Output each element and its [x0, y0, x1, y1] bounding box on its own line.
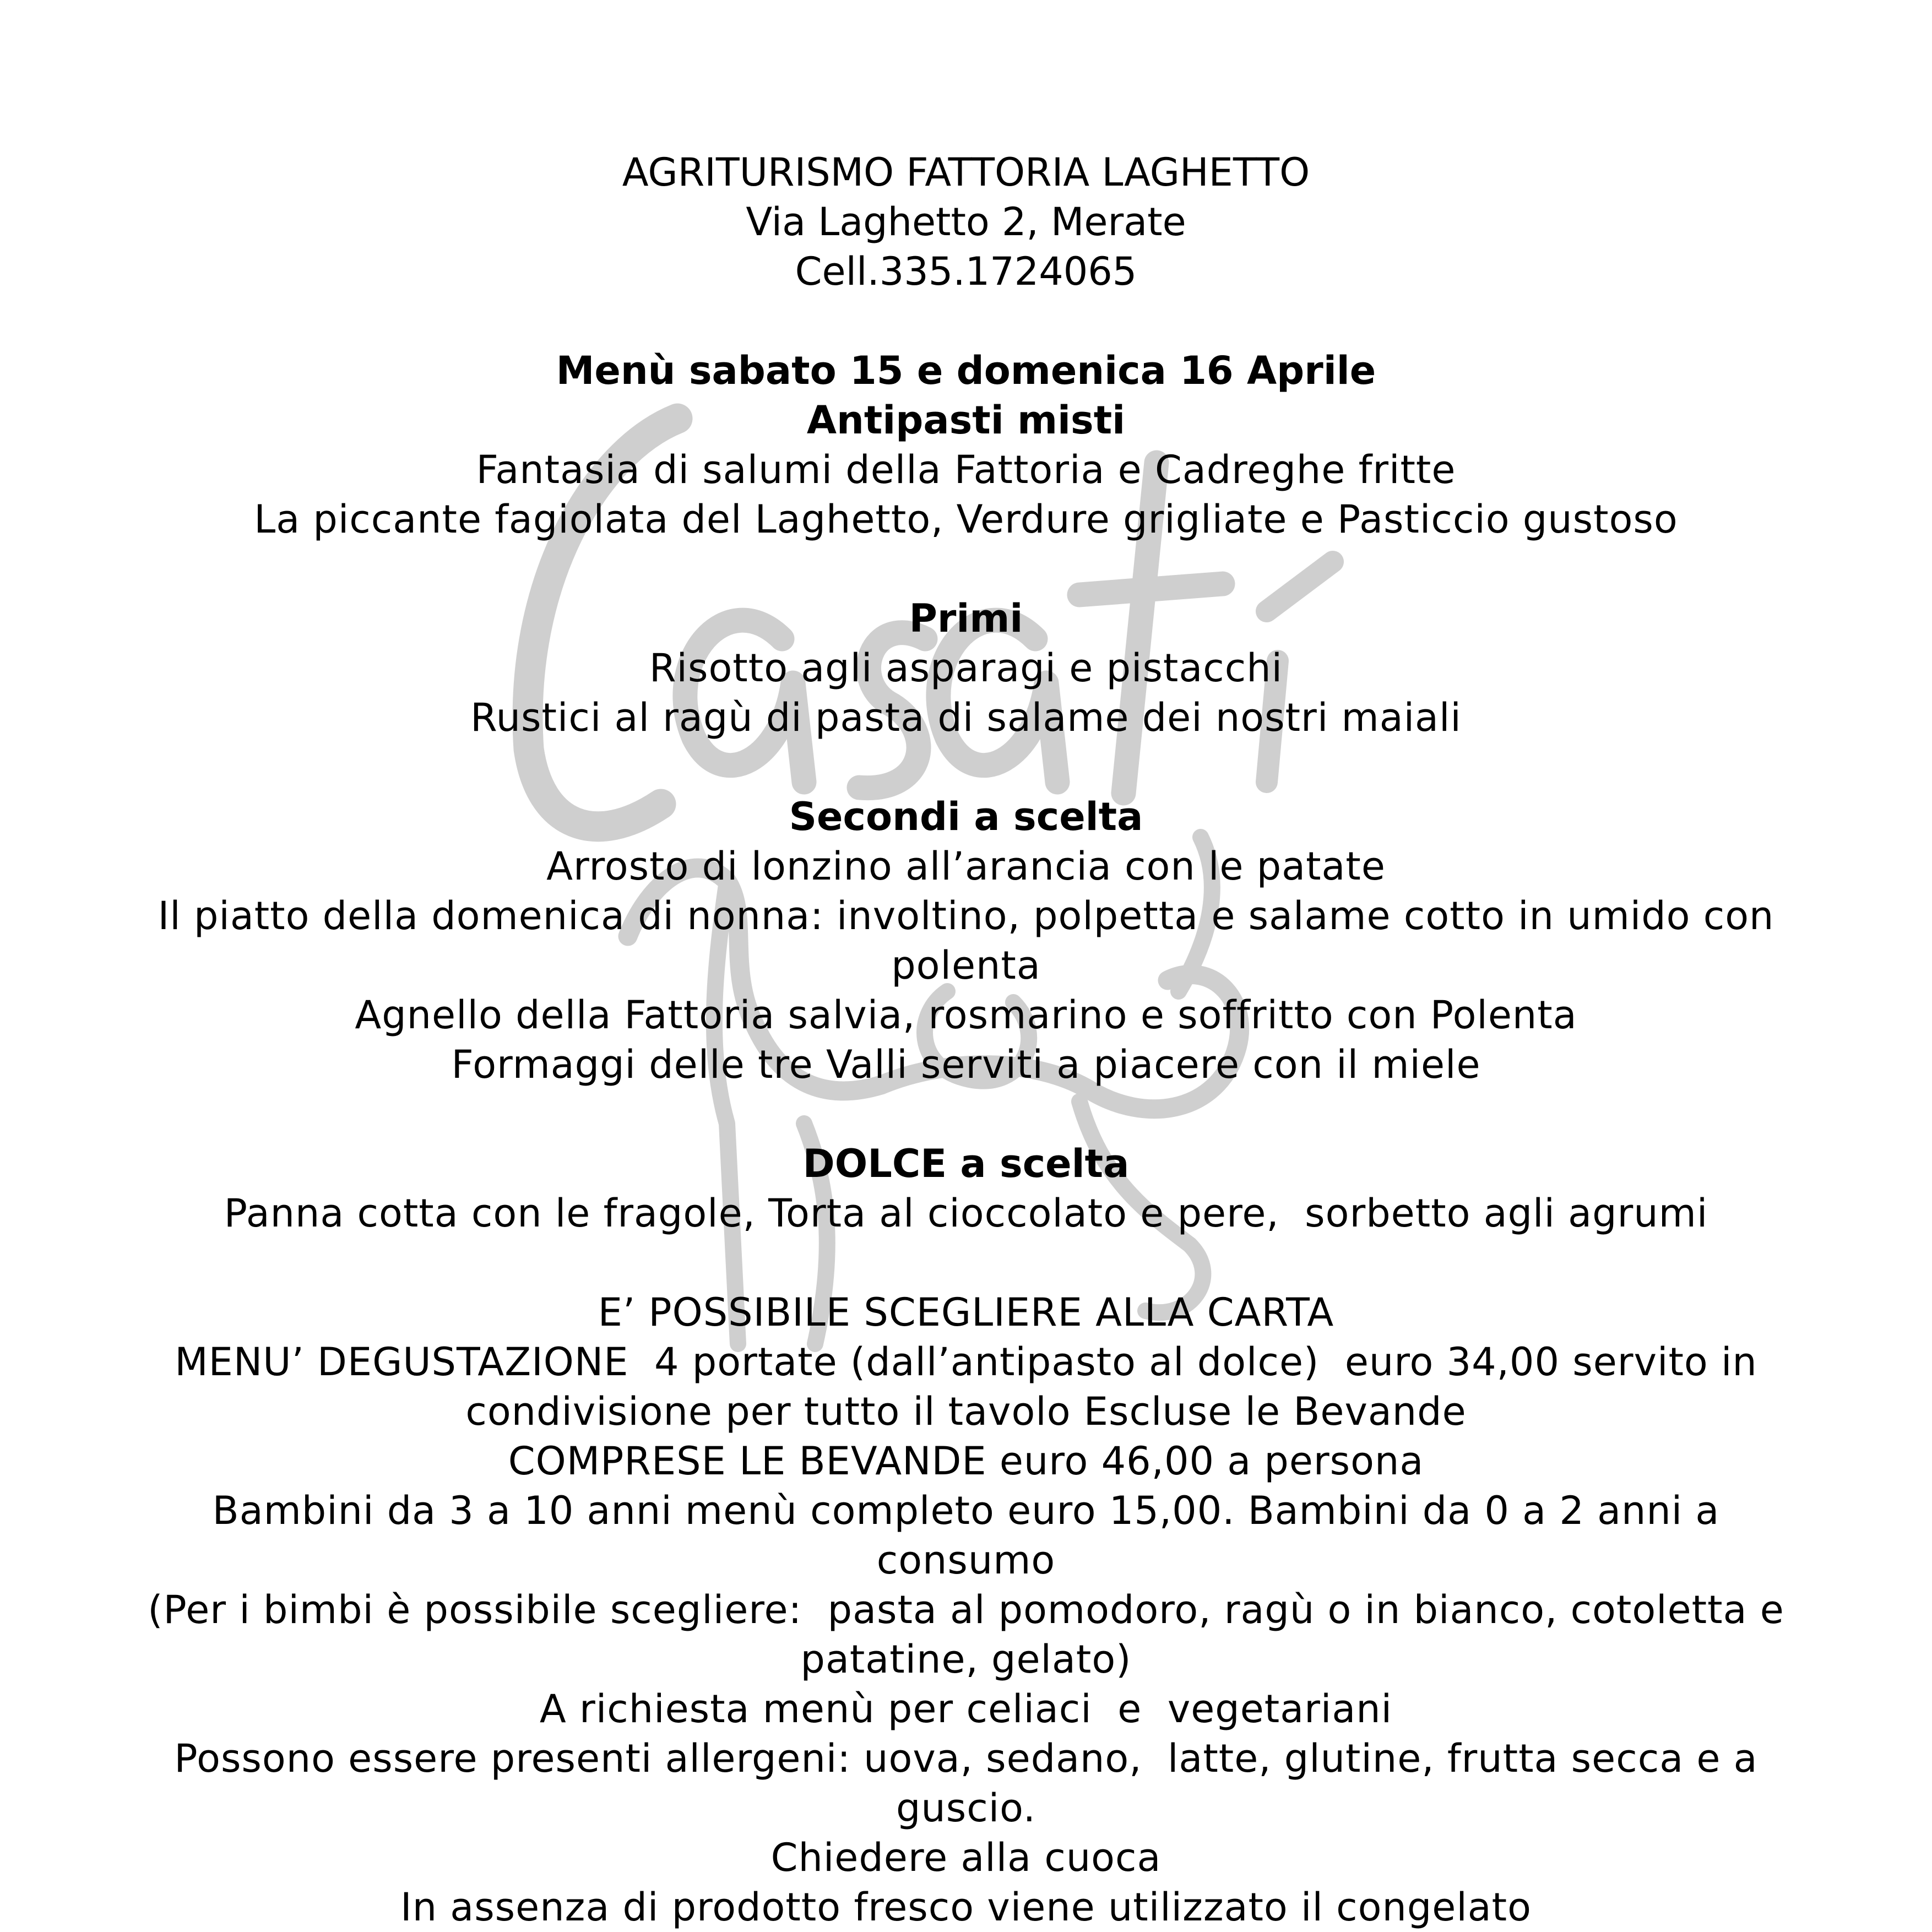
section-title-dolce: DOLCE a scelta — [802, 1141, 1130, 1186]
note-allergeni: Possono essere presenti allergeni: uova, sedano, latte, glutine, frutta secca e a guscio. — [174, 1736, 1771, 1831]
menu-item: Il piatto della domenica di nonna: involtino, polpetta e salame cotto in umido con polenta — [158, 893, 1787, 988]
menu-item: Formaggi delle tre Valli serviti a piacere con il miele — [451, 1042, 1481, 1087]
menu-item: Risotto agli asparagi e pistacchi — [649, 645, 1283, 691]
section-title-secondi: Secondi a scelta — [789, 794, 1143, 839]
menu-item: Rustici al ragù di pasta di salame dei nostri maiali — [470, 695, 1462, 740]
note-alla-carta: E’ POSSIBILE SCEGLIERE ALLA CARTA — [598, 1290, 1334, 1335]
restaurant-address: Via Laghetto 2, Merate — [746, 199, 1186, 245]
menu-item: Fantasia di salumi della Fattoria e Cadreghe fritte — [476, 447, 1456, 492]
note-celiaci: A richiesta menù per celiaci e vegetariani — [539, 1686, 1393, 1732]
spacer — [0, 742, 1932, 792]
menu-item: Arrosto di lonzino all’arancia con le patate — [546, 844, 1386, 889]
note-bevande: COMPRESE LE BEVANDE euro 46,00 a persona — [508, 1439, 1424, 1484]
menu-item: La piccante fagiolata del Laghetto, Verdure grigliate e Pasticcio gustoso — [254, 497, 1678, 542]
menu-title: Menù sabato 15 e domenica 16 Aprile — [556, 348, 1376, 393]
menu-item: Panna cotta con le fragole, Torta al cioccolato e pere, sorbetto agli agrumi — [224, 1191, 1708, 1236]
section-title-primi: Primi — [909, 596, 1023, 641]
spacer — [0, 296, 1932, 346]
note-cuoca: Chiedere alla cuoca — [770, 1835, 1162, 1880]
menu-item: Agnello della Fattoria salvia, rosmarino e soffritto con Polenta — [355, 992, 1577, 1038]
restaurant-phone: Cell.335.1724065 — [795, 249, 1137, 294]
spacer — [0, 1238, 1932, 1288]
note-degustazione: MENU’ DEGUSTAZIONE 4 portate (dall’antipasto al dolce) euro 34,00 servito in condivisione per tutto il tavolo Escluse le Bevande — [175, 1339, 1771, 1434]
restaurant-name: AGRITURISMO FATTORIA LAGHETTO — [622, 150, 1310, 195]
note-bambini: Bambini da 3 a 10 anni menù completo euro 15,00. Bambini da 0 a 2 anni a consumo — [212, 1488, 1733, 1583]
section-title-antipasti: Antipasti misti — [806, 398, 1126, 443]
menu-content — [0, 148, 1932, 1932]
note-congelato: In assenza di prodotto fresco viene utilizzato il congelato — [400, 1885, 1532, 1930]
spacer — [0, 544, 1932, 594]
spacer — [0, 1089, 1932, 1139]
note-bimbi-scelta: (Per i bimbi è possibile scegliere: pasta al pomodoro, ragù o in bianco, cotoletta e patatine, gelato) — [148, 1587, 1798, 1682]
